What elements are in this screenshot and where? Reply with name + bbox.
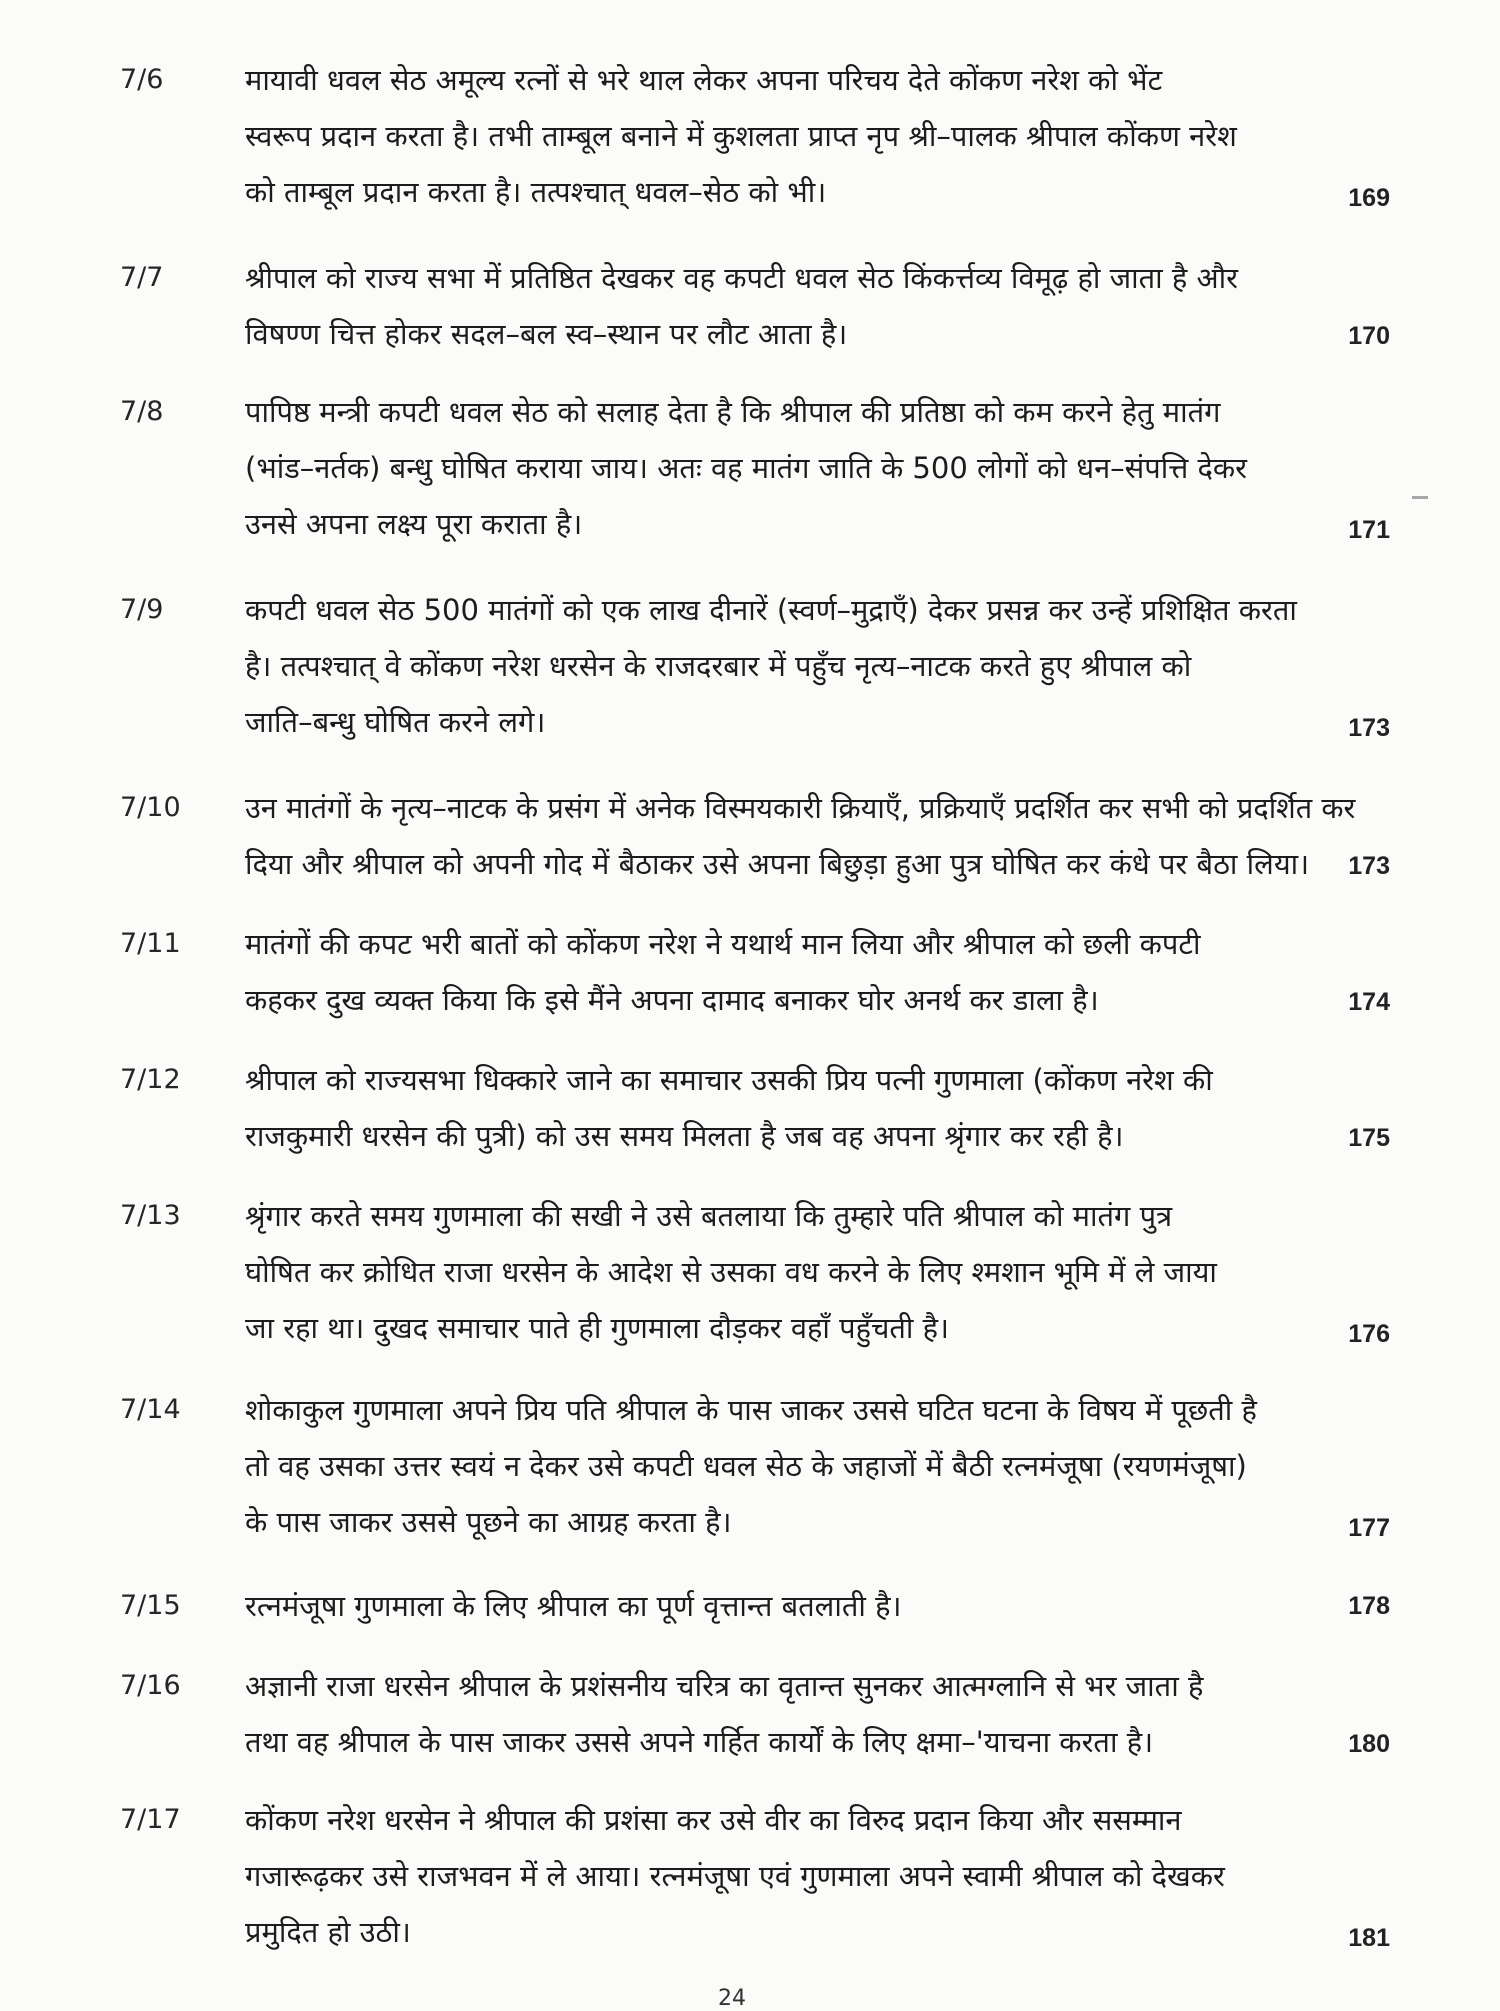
entry-page-number: 174 bbox=[1348, 988, 1390, 1016]
entry-line: कहकर दुख व्यक्त किया कि इसे मैंने अपना दामाद बनाकर घोर अनर्थ कर डाला है। bbox=[245, 983, 1099, 1017]
entry-line: श्रीपाल को राज्य सभा में प्रतिष्ठित देखकर वह कपटी धवल सेठ किंकर्त्तव्य विमूढ़ हो जाता है और bbox=[245, 261, 1239, 295]
entry-number: 7/10 bbox=[120, 792, 181, 823]
entry-number: 7/13 bbox=[120, 1200, 181, 1231]
entry-number: 7/11 bbox=[120, 928, 181, 959]
entry-line: मायावी धवल सेठ अमूल्य रत्नों से भरे थाल लेकर अपना परिचय देते कोंकण नरेश को भेंट bbox=[245, 63, 1163, 97]
entry-line: मातंगों की कपट भरी बातों को कोंकण नरेश ने यथार्थ मान लिया और श्रीपाल को छली कपटी bbox=[245, 927, 1201, 961]
entry-line: घोषित कर क्रोधित राजा धरसेन के आदेश से उसका वध करने के लिए श्मशान भूमि में ले जाया bbox=[245, 1255, 1217, 1289]
entry-page-number: 177 bbox=[1348, 1514, 1390, 1542]
entry-text bbox=[245, 582, 1355, 750]
entry-number: 7/15 bbox=[120, 1590, 181, 1621]
entry-number: 7/17 bbox=[120, 1804, 181, 1835]
entry-text bbox=[245, 52, 1355, 220]
entry-page-number: 170 bbox=[1348, 322, 1390, 350]
entry-line: रत्नमंजूषा गुणमाला के लिए श्रीपाल का पूर्ण वृत्तान्त बतलाती है। bbox=[245, 1589, 902, 1623]
entry-line: स्वरूप प्रदान करता है। तभी ताम्बूल बनाने में कुशलता प्राप्त नृप श्री–पालक श्रीपाल कोंकण नरेश bbox=[245, 119, 1237, 153]
entry-line: श्रीपाल को राज्यसभा धिक्कारे जाने का समाचार उसकी प्रिय पत्नी गुणमाला (कोंकण नरेश की bbox=[245, 1063, 1213, 1097]
entry-line: विषण्ण चित्त होकर सदल–बल स्व–स्थान पर लौट आता है। bbox=[245, 317, 848, 351]
entry-page-number: 181 bbox=[1348, 1924, 1390, 1952]
entry-text bbox=[245, 384, 1355, 552]
entry-text bbox=[245, 1052, 1355, 1164]
entry-text bbox=[245, 1792, 1355, 1960]
entry-text bbox=[245, 1382, 1355, 1550]
entry-number: 7/7 bbox=[120, 262, 164, 293]
entry-line: प्रमुदित हो उठी। bbox=[245, 1915, 411, 1949]
entry-page-number: 169 bbox=[1348, 184, 1390, 212]
margin-mark bbox=[1412, 496, 1428, 499]
entry-line: दिया और श्रीपाल को अपनी गोद में बैठाकर उसे अपना बिछुड़ा हुआ पुत्र घोषित कर कंधे पर बैठा लिया। bbox=[245, 847, 1310, 881]
entry-text bbox=[245, 1658, 1355, 1770]
entry-line: तथा वह श्रीपाल के पास जाकर उससे अपने गर्हित कार्यों के लिए क्षमा–'याचना करता है। bbox=[245, 1725, 1154, 1759]
entry-line: श्रृंगार करते समय गुणमाला की सखी ने उसे बतलाया कि तुम्हारे पति श्रीपाल को मातंग पुत्र bbox=[245, 1199, 1173, 1233]
entry-line: कोंकण नरेश धरसेन ने श्रीपाल की प्रशंसा कर उसे वीर का विरुद प्रदान किया और ससम्मान bbox=[245, 1803, 1182, 1837]
entry-line: पापिष्ठ मन्त्री कपटी धवल सेठ को सलाह देता है कि श्रीपाल की प्रतिष्ठा को कम करने हेतु मातंग bbox=[245, 395, 1221, 429]
entry-text bbox=[245, 780, 1355, 892]
entry-line: तो वह उसका उत्तर स्वयं न देकर उसे कपटी धवल सेठ के जहाजों में बैठी रत्नमंजूषा (रयणमंजूषा) bbox=[245, 1449, 1247, 1483]
entry-number: 7/6 bbox=[120, 64, 164, 95]
entry-page-number: 175 bbox=[1348, 1124, 1390, 1152]
entry-number: 7/8 bbox=[120, 396, 164, 427]
entry-number: 7/14 bbox=[120, 1394, 181, 1425]
entry-page-number: 173 bbox=[1348, 714, 1390, 742]
entry-line: उनसे अपना लक्ष्य पूरा कराता है। bbox=[245, 507, 583, 541]
footer-page-number: 24 bbox=[718, 1986, 746, 2011]
entry-line: के पास जाकर उससे पूछने का आग्रह करता है। bbox=[245, 1505, 732, 1539]
entry-page-number: 178 bbox=[1348, 1592, 1390, 1620]
entry-text bbox=[245, 1578, 1355, 1634]
entry-page-number: 176 bbox=[1348, 1320, 1390, 1348]
entry-line: अज्ञानी राजा धरसेन श्रीपाल के प्रशंसनीय चरित्र का वृतान्त सुनकर आत्मग्लानि से भर जाता है bbox=[245, 1669, 1204, 1703]
entry-number: 7/16 bbox=[120, 1670, 181, 1701]
entry-line: कपटी धवल सेठ 500 मातंगों को एक लाख दीनारें (स्वर्ण–मुद्राएँ) देकर प्रसन्न कर उन्हें प्रशिक्षित करता bbox=[245, 593, 1297, 627]
entry-page-number: 173 bbox=[1348, 852, 1390, 880]
entry-number: 7/12 bbox=[120, 1064, 181, 1095]
entry-line: जाति–बन्धु घोषित करने लगे। bbox=[245, 705, 546, 739]
entry-line: शोकाकुल गुणमाला अपने प्रिय पति श्रीपाल के पास जाकर उससे घटित घटना के विषय में पूछती है bbox=[245, 1393, 1257, 1427]
entry-page-number: 180 bbox=[1348, 1730, 1390, 1758]
entry-line: है। तत्पश्चात् वे कोंकण नरेश धरसेन के राजदरबार में पहुँच नृत्य–नाटक करते हुए श्रीपाल को bbox=[245, 649, 1192, 683]
entry-line: जा रहा था। दुखद समाचार पाते ही गुणमाला दौड़कर वहाँ पहुँचती है। bbox=[245, 1311, 950, 1345]
entry-text bbox=[245, 250, 1355, 362]
entry-text bbox=[245, 916, 1355, 1028]
entry-line: (भांड–नर्तक) बन्धु घोषित कराया जाय। अतः वह मातंग जाति के 500 लोगों को धन–संपत्ति देकर bbox=[245, 451, 1248, 485]
entry-line: उन मातंगों के नृत्य–नाटक के प्रसंग में अनेक विस्मयकारी क्रियाएँ, प्रक्रियाएँ प्रदर्शित कर सभी को प्रदर्शित कर bbox=[245, 791, 1356, 825]
entry-page-number: 171 bbox=[1348, 516, 1390, 544]
entry-line: गजारूढ़कर उसे राजभवन में ले आया। रत्नमंजूषा एवं गुणमाला अपने स्वामी श्रीपाल को देखकर bbox=[245, 1859, 1225, 1893]
entry-line: को ताम्बूल प्रदान करता है। तत्पश्चात् धवल–सेठ को भी। bbox=[245, 175, 827, 209]
entry-text bbox=[245, 1188, 1355, 1356]
entry-number: 7/9 bbox=[120, 594, 164, 625]
entry-line: राजकुमारी धरसेन की पुत्री) को उस समय मिलता है जब वह अपना श्रृंगार कर रही है। bbox=[245, 1119, 1124, 1153]
